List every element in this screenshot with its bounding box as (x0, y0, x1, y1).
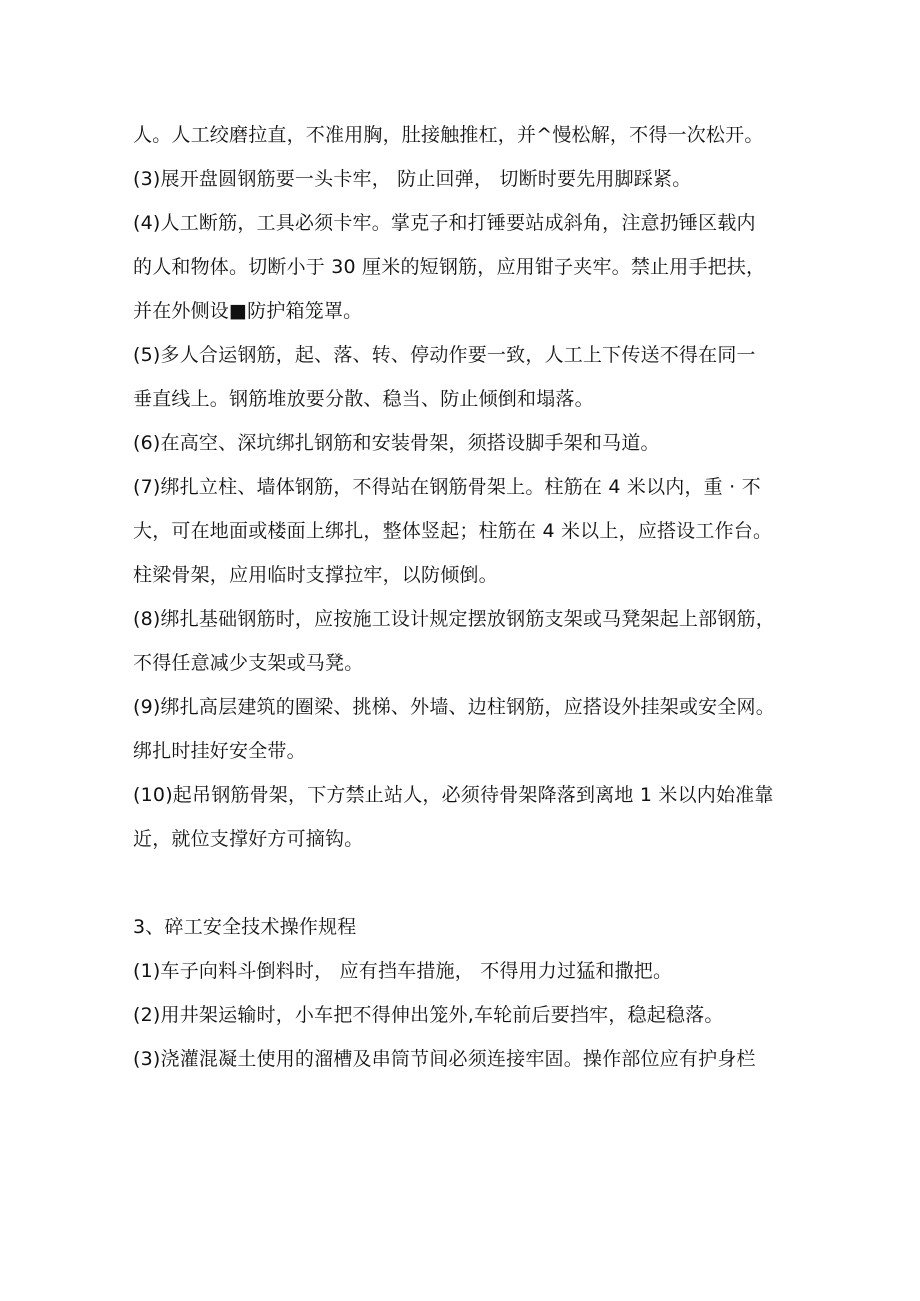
text-line: 不得任意减少支架或马凳。 (133, 652, 364, 674)
text-line: 绑扎时挂好安全带。 (133, 740, 306, 762)
text-line: (3)展开盘圆钢筋要一头卡牢， 防止回弹， 切断时要先用脚踩紧。 (133, 168, 692, 190)
text-line: 人。人工绞磨拉直，不准用胸，肚接触推杠，并^慢松解，不得一次松开。 (133, 124, 764, 146)
text-line: (5)多人合运钢筋，起、落、转、停动作要一致，人工上下传送不得在同一 (133, 344, 756, 366)
text-line: (2)用井架运输时，小车把不得伸出笼外,车轮前后要挡牢，稳起稳落。 (133, 1004, 724, 1026)
text-line: (10)起吊钢筋骨架，下方禁止站人，必须待骨架降落到离地 1 米以内始准靠 (133, 784, 774, 806)
text-line: (4)人工断筋，工具必须卡牢。掌克子和打锤要站成斜角，注意扔锤区载内 (133, 212, 756, 234)
section-heading: 3、碎工安全技术操作规程 (133, 916, 357, 938)
text-line: (7)绑扎立柱、墙体钢筋，不得站在钢筋骨架上。柱筋在 4 米以内，重 · 不 (133, 476, 761, 498)
text-line: (6)在高空、深坑绑扎钢筋和安装骨架，须搭设脚手架和马道。 (133, 432, 660, 454)
text-line: 柱梁骨架，应用临时支撑拉牢，以防倾倒。 (133, 564, 498, 586)
text-line: 近，就位支撑好方可摘钩。 (133, 828, 364, 850)
text-line: 垂直线上。钢筋堆放要分散、稳当、防止倾倒和塌落。 (133, 388, 594, 410)
text-line: (3)浇灌混凝土使用的溜槽及串筒节间必须连接牢固。操作部位应有护身栏 (133, 1048, 756, 1070)
text-line: (1)车子向料斗倒料时， 应有挡车措施， 不得用力过猛和撒把。 (133, 960, 673, 982)
paragraph-gap (133, 863, 803, 907)
text-line: (8)绑扎基础钢筋时，应按施工设计规定摆放钢筋支架或马凳架起上部钢筋， (133, 608, 775, 630)
document-body (133, 115, 803, 1083)
text-line: 的人和物体。切断小于 30 厘米的短钢筋，应用钳子夹牢。禁止用手把扶， (133, 256, 766, 278)
text-line: (9)绑扎高层建筑的圈梁、挑梯、外墙、边柱钢筋，应搭设外挂架或安全网。 (133, 696, 775, 718)
text-line: 大，可在地面或楼面上绑扎，整体竖起；柱筋在 4 米以上，应搭设工作台。 (133, 520, 773, 542)
text-line: 并在外侧设■防护箱笼罩。 (133, 300, 363, 322)
